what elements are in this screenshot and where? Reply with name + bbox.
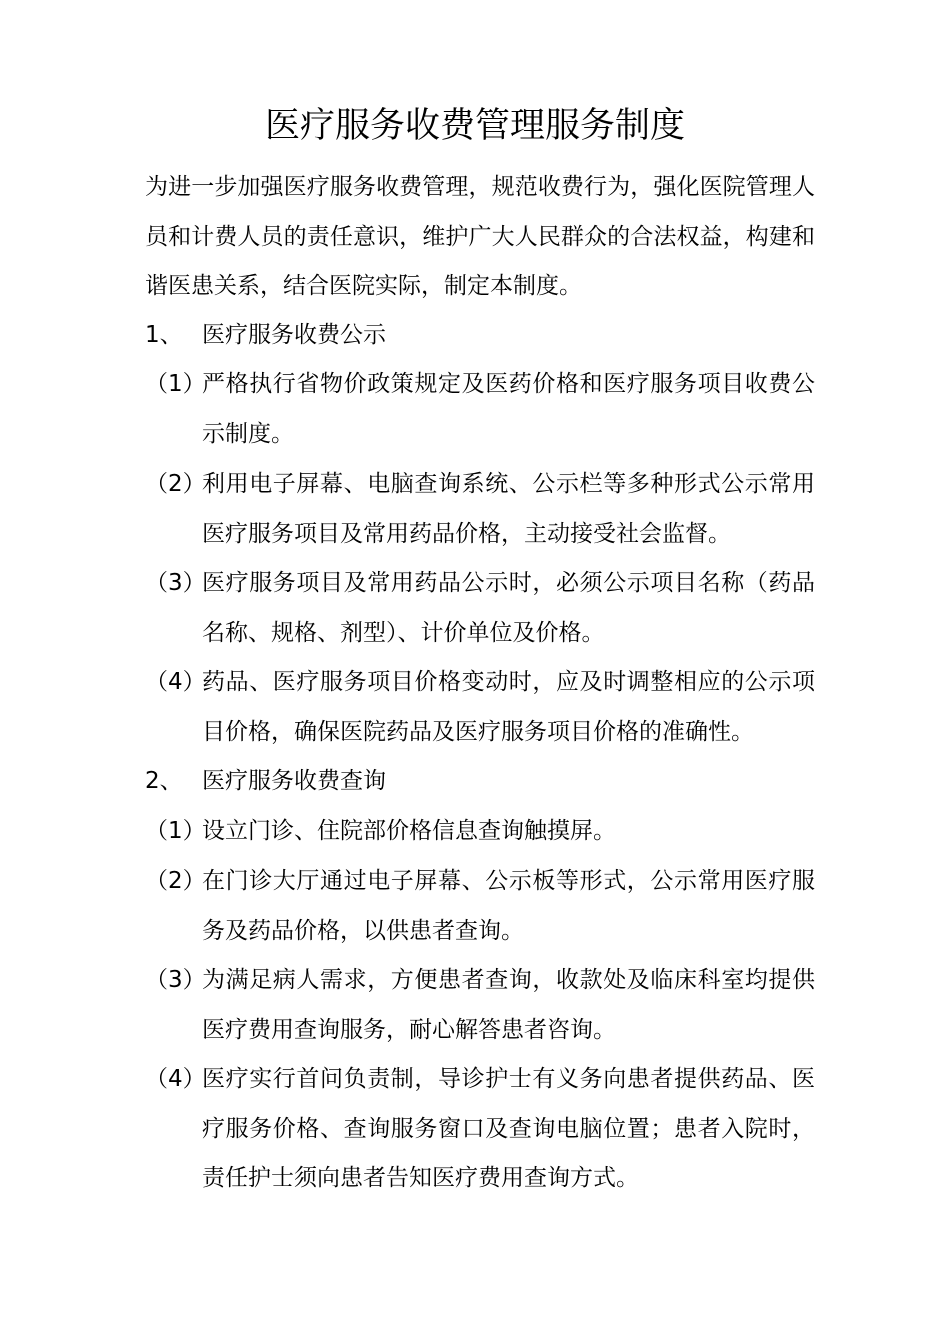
item-text: 严格执行省物价政策规定及医药价格和医疗服务项目收费公示制度。 xyxy=(202,371,815,447)
list-item xyxy=(145,956,815,1055)
item-marker: （3） xyxy=(145,967,206,993)
list-item xyxy=(145,559,815,658)
list-item xyxy=(145,857,815,956)
list-item xyxy=(145,807,815,857)
item-text: 利用电子屏幕、电脑查询系统、公示栏等多种形式公示常用医疗服务项目及常用药品价格，主动接受社会监督。 xyxy=(202,471,815,547)
section-title: 医疗服务收费查询 xyxy=(202,768,386,794)
section-number: 1、 xyxy=(145,322,183,348)
section-heading xyxy=(145,757,386,807)
document-title: 医疗服务收费管理服务制度 xyxy=(264,106,685,146)
list-item xyxy=(145,360,815,459)
item-marker: （2） xyxy=(145,471,206,497)
section-heading xyxy=(145,311,386,361)
item-marker: （2） xyxy=(145,868,206,894)
list-item xyxy=(145,460,815,559)
item-text: 医疗服务项目及常用药品公示时，必须公示项目名称（药品名称、规格、剂型）、计价单位及价格。 xyxy=(202,570,815,646)
item-marker: （1） xyxy=(145,818,206,844)
list-item xyxy=(145,658,815,757)
item-text: 在门诊大厅通过电子屏幕、公示板等形式，公示常用医疗服务及药品价格，以供患者查询。 xyxy=(202,868,815,944)
section-title: 医疗服务收费公示 xyxy=(202,322,386,348)
item-marker: （4） xyxy=(145,669,206,695)
list-item xyxy=(145,1055,815,1204)
item-text: 设立门诊、住院部价格信息查询触摸屏。 xyxy=(202,818,616,844)
item-marker: （1） xyxy=(145,371,206,397)
section-number: 2、 xyxy=(145,768,183,794)
item-marker: （3） xyxy=(145,570,206,596)
intro-paragraph: 为进一步加强医疗服务收费管理，规范收费行为，强化医院管理人员和计费人员的责任意识，维护广大人民群众的合法权益，构建和谐医患关系，结合医院实际，制定本制度。 xyxy=(145,174,815,299)
item-text: 药品、医疗服务项目价格变动时，应及时调整相应的公示项目价格，确保医院药品及医疗服务项目价格的准确性。 xyxy=(202,669,815,745)
item-marker: （4） xyxy=(145,1066,206,1092)
item-text: 为满足病人需求，方便患者查询，收款处及临床科室均提供医疗费用查询服务，耐心解答患者咨询。 xyxy=(202,967,815,1043)
item-text: 医疗实行首问负责制，导诊护士有义务向患者提供药品、医疗服务价格、查询服务窗口及查询电脑位置；患者入院时，责任护士须向患者告知医疗费用查询方式。 xyxy=(202,1066,815,1191)
